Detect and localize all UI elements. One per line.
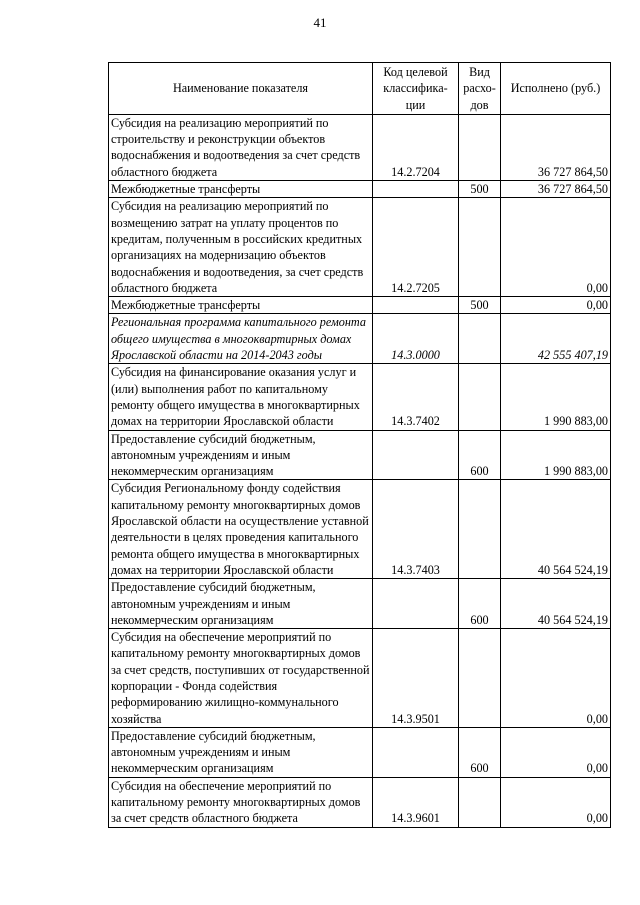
row-name-cell: Субсидия на реализацию мероприятий по возмещению затрат на уплату процентов по кредитам, полученным в российских кредитных организациях на модернизацию объектов водоснабжения и водоотведения, за счет средств областного бюджета xyxy=(109,198,373,297)
table-row xyxy=(109,480,611,579)
row-name-cell: Субсидия на реализацию мероприятий по строительству и реконструкции объектов водоснабжения и водоотведения за счет средств областного бюджета xyxy=(109,114,373,180)
table-row xyxy=(109,364,611,430)
header-name: Наименование показателя xyxy=(109,63,373,115)
row-amount-cell: 36 727 864,50 xyxy=(501,181,611,198)
table-row xyxy=(109,579,611,629)
table-header-row xyxy=(109,63,611,115)
page-number: 41 xyxy=(313,15,327,30)
row-code-cell: 14.3.9501 xyxy=(373,629,459,728)
header-executed: Исполнено (руб.) xyxy=(501,63,611,115)
row-name-cell: Межбюджетные трансферты xyxy=(109,181,373,198)
header-kind: Вид расхо-дов xyxy=(459,63,501,115)
row-code-cell: 14.2.7205 xyxy=(373,198,459,297)
row-code-cell: 14.3.7402 xyxy=(373,364,459,430)
table-row xyxy=(109,114,611,180)
table-row xyxy=(109,314,611,364)
row-kind-cell: 500 xyxy=(459,297,501,314)
row-code-cell xyxy=(373,297,459,314)
row-kind-cell xyxy=(459,777,501,827)
row-amount-cell: 0,00 xyxy=(501,727,611,777)
row-kind-cell: 600 xyxy=(459,430,501,480)
row-code-cell: 14.3.0000 xyxy=(373,314,459,364)
row-amount-cell: 0,00 xyxy=(501,777,611,827)
row-name-cell: Субсидия на обеспечение мероприятий по капитальному ремонту многоквартирных домов за счет средств, поступивших от государственной корпорации - Фонда содействия реформированию жилищно-коммунального хозяйства xyxy=(109,629,373,728)
row-amount-cell: 0,00 xyxy=(501,198,611,297)
table-row xyxy=(109,297,611,314)
row-name-cell: Субсидия Региональному фонду содействия капитальному ремонту многоквартирных домов Ярославской области на осуществление уставной деятельности в целях проведения капитального ремонта общего имущества в многоквартирных домах на территории Ярославской области xyxy=(109,480,373,579)
row-name-cell: Предоставление субсидий бюджетным, автономным учреждениям и иным некоммерческим организациям xyxy=(109,430,373,480)
row-code-cell xyxy=(373,727,459,777)
table-row xyxy=(109,181,611,198)
budget-table xyxy=(108,62,611,828)
header-code: Код целевой классифика-ции xyxy=(373,63,459,115)
table-row xyxy=(109,198,611,297)
row-code-cell: 14.2.7204 xyxy=(373,114,459,180)
row-name-cell: Предоставление субсидий бюджетным, автономным учреждениям и иным некоммерческим организациям xyxy=(109,579,373,629)
row-name-cell: Региональная программа капитального ремонта общего имущества в многоквартирных домах Ярославской области на 2014-2043 годы xyxy=(109,314,373,364)
row-kind-cell xyxy=(459,629,501,728)
table-body xyxy=(109,114,611,827)
row-name-cell: Межбюджетные трансферты xyxy=(109,297,373,314)
row-kind-cell xyxy=(459,198,501,297)
row-code-cell: 14.3.9601 xyxy=(373,777,459,827)
row-name-cell: Субсидия на финансирование оказания услуг и (или) выполнения работ по капитальному ремонту общего имущества в многоквартирных домах на территории Ярославской области xyxy=(109,364,373,430)
row-code-cell xyxy=(373,181,459,198)
row-amount-cell: 36 727 864,50 xyxy=(501,114,611,180)
row-amount-cell: 0,00 xyxy=(501,297,611,314)
row-kind-cell: 500 xyxy=(459,181,501,198)
table-row xyxy=(109,430,611,480)
row-kind-cell: 600 xyxy=(459,579,501,629)
row-amount-cell: 40 564 524,19 xyxy=(501,480,611,579)
row-kind-cell xyxy=(459,480,501,579)
table-row xyxy=(109,777,611,827)
row-kind-cell xyxy=(459,314,501,364)
row-kind-cell xyxy=(459,364,501,430)
row-amount-cell: 1 990 883,00 xyxy=(501,430,611,480)
row-name-cell: Предоставление субсидий бюджетным, автономным учреждениям и иным некоммерческим организациям xyxy=(109,727,373,777)
row-amount-cell: 1 990 883,00 xyxy=(501,364,611,430)
row-code-cell xyxy=(373,579,459,629)
row-amount-cell: 40 564 524,19 xyxy=(501,579,611,629)
table-row xyxy=(109,629,611,728)
row-amount-cell: 42 555 407,19 xyxy=(501,314,611,364)
row-code-cell xyxy=(373,430,459,480)
row-amount-cell: 0,00 xyxy=(501,629,611,728)
row-code-cell: 14.3.7403 xyxy=(373,480,459,579)
row-kind-cell xyxy=(459,114,501,180)
row-name-cell: Субсидия на обеспечение мероприятий по капитальному ремонту многоквартирных домов за счет средств областного бюджета xyxy=(109,777,373,827)
row-kind-cell: 600 xyxy=(459,727,501,777)
table-row xyxy=(109,727,611,777)
